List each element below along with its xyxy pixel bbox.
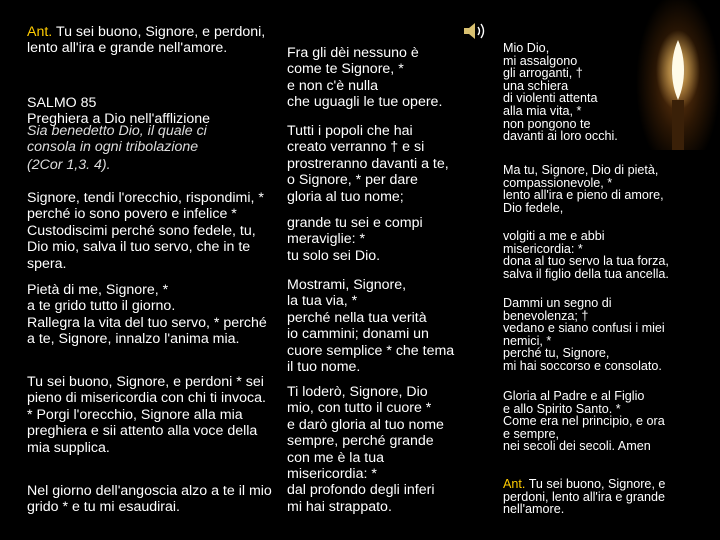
stanza: Nel giorno dell'angoscia alzo a te il mio grido * e tu mi esaudirai. xyxy=(27,483,272,516)
antiphon-bottom xyxy=(503,478,703,516)
stanza: Fra gli dèi nessuno è come te Signore, * e non c'è nulla che uguagli le tue opere. xyxy=(287,45,443,111)
antiphon-label: Ant. xyxy=(503,477,526,491)
psalm-subtitle: Preghiera a Dio nell'afflizione xyxy=(27,111,211,127)
stanza: Pietà di me, Signore, * a te grido tutto il giorno. Rallegra la vita del tuo servo, * perché a te, Signore, innalzo l'anima mia. xyxy=(27,282,267,348)
stanza: Mio Dio, mi assalgono gli arroganti, † una schiera di violenti attenta alla mia vita, * non pongono te davanti ai loro occhi. xyxy=(503,41,618,144)
stanza: grande tu sei e compi meraviglie: * tu solo sei Dio. xyxy=(287,215,423,264)
antiphon-top xyxy=(27,24,272,57)
stanza: Ma tu, Signore, Dio di pietà, compassionevole, * lento all'ira e pieno di amore, Dio fedele, xyxy=(503,163,664,215)
stanza: Signore, tendi l'orecchio, rispondimi, * perché io sono povero e infelice * Custodiscimi perché sono fedele, tu, Dio mio, salva il tuo servo, che in te spera. xyxy=(27,190,264,272)
stanza: Tu sei buono, Signore, e perdoni * sei pieno di misericordia con chi ti invoca. * Porgi l'orecchio, Signore alla mia preghiera e sii attento alla voce della mia supplica. xyxy=(27,374,266,456)
stanza: volgiti a me e abbi misericordia: * dona al tuo servo la tua forza, salva il figlio della tua ancella. xyxy=(503,229,669,281)
stanza: Ti loderò, Signore, Dio mio, con tutto il cuore * e darò gloria al tuo nome sempre, perché grande con me è la tua misericordia: * dal profondo degli inferi mi hai strappato. xyxy=(287,384,444,515)
stanza: Mostrami, Signore, la tua via, * perché nella tua verità io cammini; donami un cuore semplice * che tema il tuo nome. xyxy=(287,277,455,376)
stanza: Dammi un segno di benevolenza; † vedano e siano confusi i miei nemici, * perché tu, Signore, mi hai soccorso e consolato. xyxy=(503,296,665,373)
psalm-quote: Sia benedetto Dio, il quale ci consola in ogni tribolazione xyxy=(27,123,207,156)
antiphon-text: Tu sei buono, Signore, e perdoni, lento all'ira e grande nell'amore. xyxy=(503,477,666,517)
antiphon-text: Tu sei buono, Signore, e perdoni, lento all'ira e grande nell'amore. xyxy=(27,24,266,57)
stanza: Tutti i popoli che hai creato verranno † e si prostreranno davanti a te, o Signore, * per dare gloria al tuo nome; xyxy=(287,123,449,205)
speaker-icon[interactable] xyxy=(462,20,488,42)
psalm-reference: (2Cor 1,3. 4). xyxy=(27,157,111,173)
psalm-title: SALMO 85 xyxy=(27,95,97,111)
antiphon-label: Ant. xyxy=(27,24,53,40)
stanza: Gloria al Padre e al Figlio e allo Spirito Santo. * Come era nel principio, e ora e sempre, nei secoli dei secoli. Amen xyxy=(503,389,665,454)
